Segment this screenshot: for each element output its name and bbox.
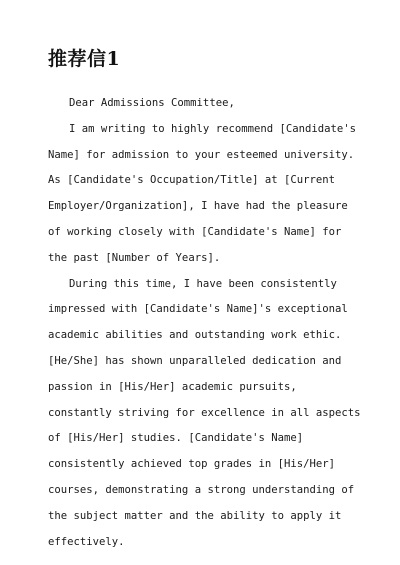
paragraph-academic-abilities: During this time, I have been consistently impressed with [Candidate's Name]'s exceptional academic abilities and outstanding work ethic. [He/She] has shown unparalleled dedication and passion in [His/Her] academic pursuits, constantly striving for excellence in all aspects of [His/Her] studies. [Candidate's Name] consistently achieved top grades in [His/Her] courses, demonstrating a strong understanding of the subject matter and the ability to apply it effectively. bbox=[48, 277, 367, 548]
letter-body bbox=[48, 91, 367, 555]
salutation: Dear Admissions Committee, bbox=[69, 97, 235, 109]
paragraph-introduction: I am writing to highly recommend [Candidate's Name] for admission to your esteemed university. As [Candidate's Occupation/Title] at [Current Employer/Organization], I have had the pleasure of working closely with [Candidate's Name] for the past [Number of Years]. bbox=[48, 122, 363, 264]
document-title: 推荐信1 bbox=[48, 48, 121, 70]
